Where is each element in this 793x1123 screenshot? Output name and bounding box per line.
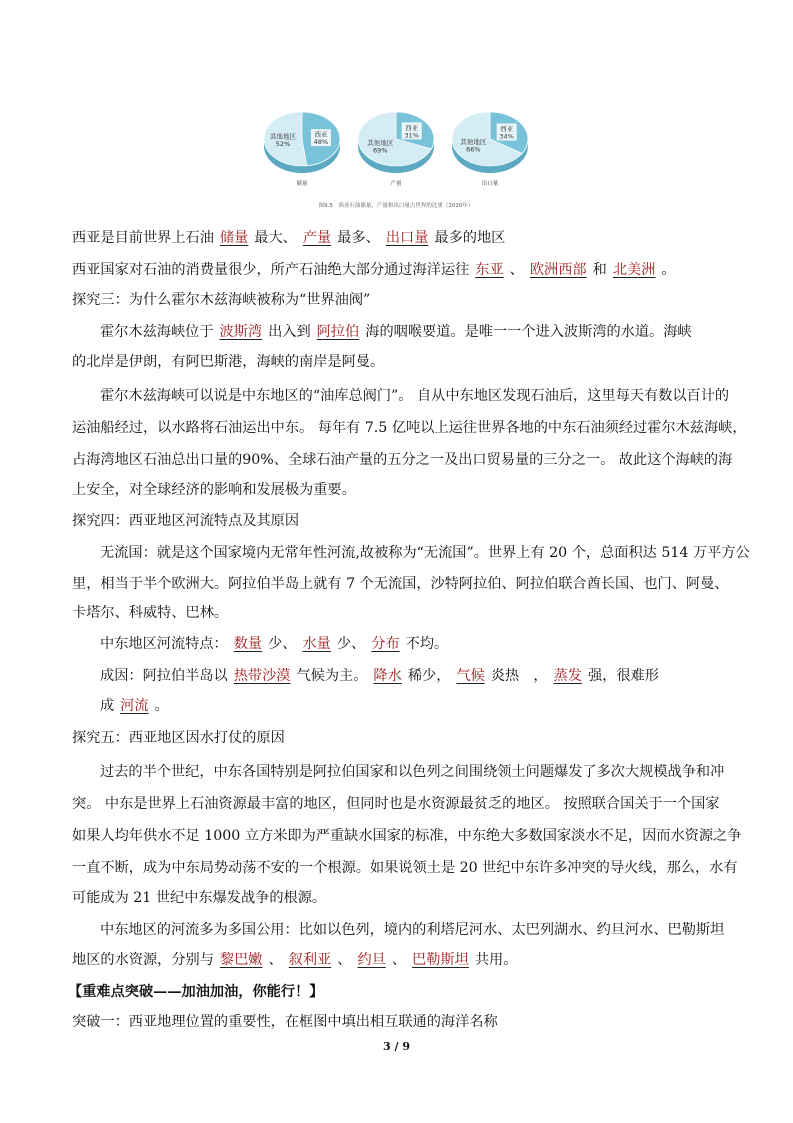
line-5: 的北岸是伊朗，有阿巴斯港，海峡的南岸是阿曼。: [72, 354, 385, 370]
other-label: 其他地区: [367, 139, 394, 148]
blank-answer: 分布: [371, 636, 400, 652]
line-8: 占海湾地区石油总出口量的90%、全球石油产量的五分之一及出口贸易量的三分之一。 故此这个海峡的海: [72, 452, 733, 468]
blank-answer: 阿拉伯: [316, 324, 360, 340]
line-18: 过去的半个世纪，中东各国特别是阿拉伯国家和以色列之间围绕领土问题爆发了多次大规模战争和冲: [100, 764, 725, 780]
blank-answer: 欧洲西部: [529, 262, 587, 278]
blank-answer: 河流: [120, 698, 149, 714]
region-label: 西亚: [405, 123, 419, 132]
oil-share-figure: [255, 95, 537, 213]
line-11: 无流国：就是这个国家境内无常年性河流,故被称为“无流国”。世界上有 20 个，总面积达 514 万平方公: [100, 545, 750, 561]
region-label: 西亚: [500, 124, 514, 133]
blank-answer: 数量: [233, 636, 263, 652]
line-13: 卡塔尔、科威特、巴林。: [72, 605, 229, 621]
line-6: 霍尔木兹海峡可以说是中东地区的“油库总阀门”。 自从中东地区发现石油后，这里每天有数以百计的: [100, 388, 730, 404]
blank-answer: 热带沙漠: [233, 668, 291, 684]
blank-answer: 黎巴嫩: [219, 952, 263, 968]
other-label: 其他地区: [460, 138, 487, 147]
line-1: 西亚是目前世界上石油 储量 最大、 产量 最多、 出口量 最多的地区: [72, 230, 506, 246]
region-label: 西亚: [314, 130, 328, 139]
line-19: 突。 中东是世界上石油资源最丰富的地区，但同时也是水资源最贫乏的地区。 按照联合国关于一个国家: [72, 796, 720, 812]
line-2: 西亚国家对石油的消费量很少，所产石油绝大部分通过海洋运往 东亚 、 欧洲西部 和 北美洲 。: [72, 262, 676, 278]
section-heading-5: 探究五：西亚地区因水打仗的原因: [72, 730, 285, 746]
region-value: 48%: [313, 138, 329, 147]
blank-answer: 储量: [219, 230, 249, 246]
blank-answer: 气候: [456, 668, 485, 684]
pie-charts: [255, 95, 537, 213]
blank-answer: 降水: [373, 668, 402, 684]
pie-caption: 储量: [296, 181, 308, 187]
blank-answer: 蒸发: [553, 668, 582, 684]
blank-answer: 出口量: [385, 230, 429, 246]
region-value: 31%: [404, 131, 419, 140]
line-9: 上安全，对全球经济的影响和发展极为重要。: [72, 482, 356, 498]
blank-answer: 产量: [302, 230, 332, 246]
line-16: 成 河流 。: [100, 698, 169, 714]
pie-caption: 出口量: [481, 181, 499, 187]
blank-answer: 巴勒斯坦: [412, 952, 469, 968]
line-24: 地区的水资源，分别与 黎巴嫩 、 叙利亚 、 约旦 、 巴勒斯坦 共用。: [72, 952, 518, 968]
other-value: 69%: [373, 146, 388, 155]
pie-3: [452, 112, 528, 187]
other-label: 其他地区: [270, 132, 297, 141]
line-23: 中东地区的河流多为多国公用：比如以色列，境内的利塔尼河水、太巴列湖水、约旦河水、巴勒斯坦: [100, 922, 725, 938]
line-12: 里，相当于半个欧洲大。阿拉伯半岛上就有 7 个无流国，沙特阿拉伯、阿拉伯联合酋长国、也门、阿曼、: [72, 576, 729, 592]
line-15: 成因：阿拉伯半岛以 热带沙漠 气候为主。 降水 稀少， 气候 炎热 ， 蒸发 强，很难形: [100, 668, 659, 684]
other-value: 66%: [466, 145, 481, 154]
line-22: 可能成为 21 世纪中东爆发战争的根源。: [72, 890, 327, 906]
section-heading-4: 探究四：西亚地区河流特点及其原因: [72, 513, 300, 529]
pie-caption: 产量: [390, 181, 402, 187]
figure-caption: 图9.5 西亚石油储量、产量和出口量占世界的比重（2020年）: [318, 203, 474, 209]
blank-answer: 波斯湾: [219, 324, 263, 340]
blank-answer: 水量: [302, 636, 331, 652]
region-value: 34%: [499, 132, 514, 141]
other-value: 52%: [275, 139, 291, 148]
line-14: 中东地区河流特点： 数量 少、 水量 少、 分布 不均。: [100, 636, 449, 652]
blank-answer: 北美洲: [612, 262, 656, 278]
blank-answer: 约旦: [357, 952, 386, 968]
pie-2: [358, 112, 434, 187]
pie-1: [264, 112, 340, 187]
breakthrough-1: 突破一：西亚地理位置的重要性，在框图中填出相互联通的海洋名称: [72, 1014, 498, 1030]
section-heading-3: 探究三：为什么霍尔木兹海峡被称为“世界油阀”: [72, 292, 371, 308]
line-20: 如果人均年供水不足 1000 立方米即为严重缺水国家的标准，中东绝大多数国家淡水不足，因而水资源之争: [72, 828, 742, 844]
line-7: 运油船经过，以水路将石油运出中东。 每年有 7.5 亿吨以上运往世界各地的中东石油须经过霍尔木兹海峡，: [72, 420, 747, 436]
blank-answer: 东亚: [475, 262, 504, 278]
blank-answer: 叙利亚: [288, 952, 332, 968]
line-4: 霍尔木兹海峡位于 波斯湾 出入到 阿拉伯 海的咽喉要道。是唯一一个进入波斯湾的水道。海峡: [100, 324, 692, 340]
line-21: 一直不断，成为中东局势动荡不安的一个根源。如果说领土是 20 世纪中东许多冲突的导火线，那么，水有: [72, 860, 738, 876]
page-number: 3 / 9: [383, 1040, 410, 1053]
key-points-heading: 【重难点突破——加油加油，你能行！】: [68, 984, 324, 1000]
